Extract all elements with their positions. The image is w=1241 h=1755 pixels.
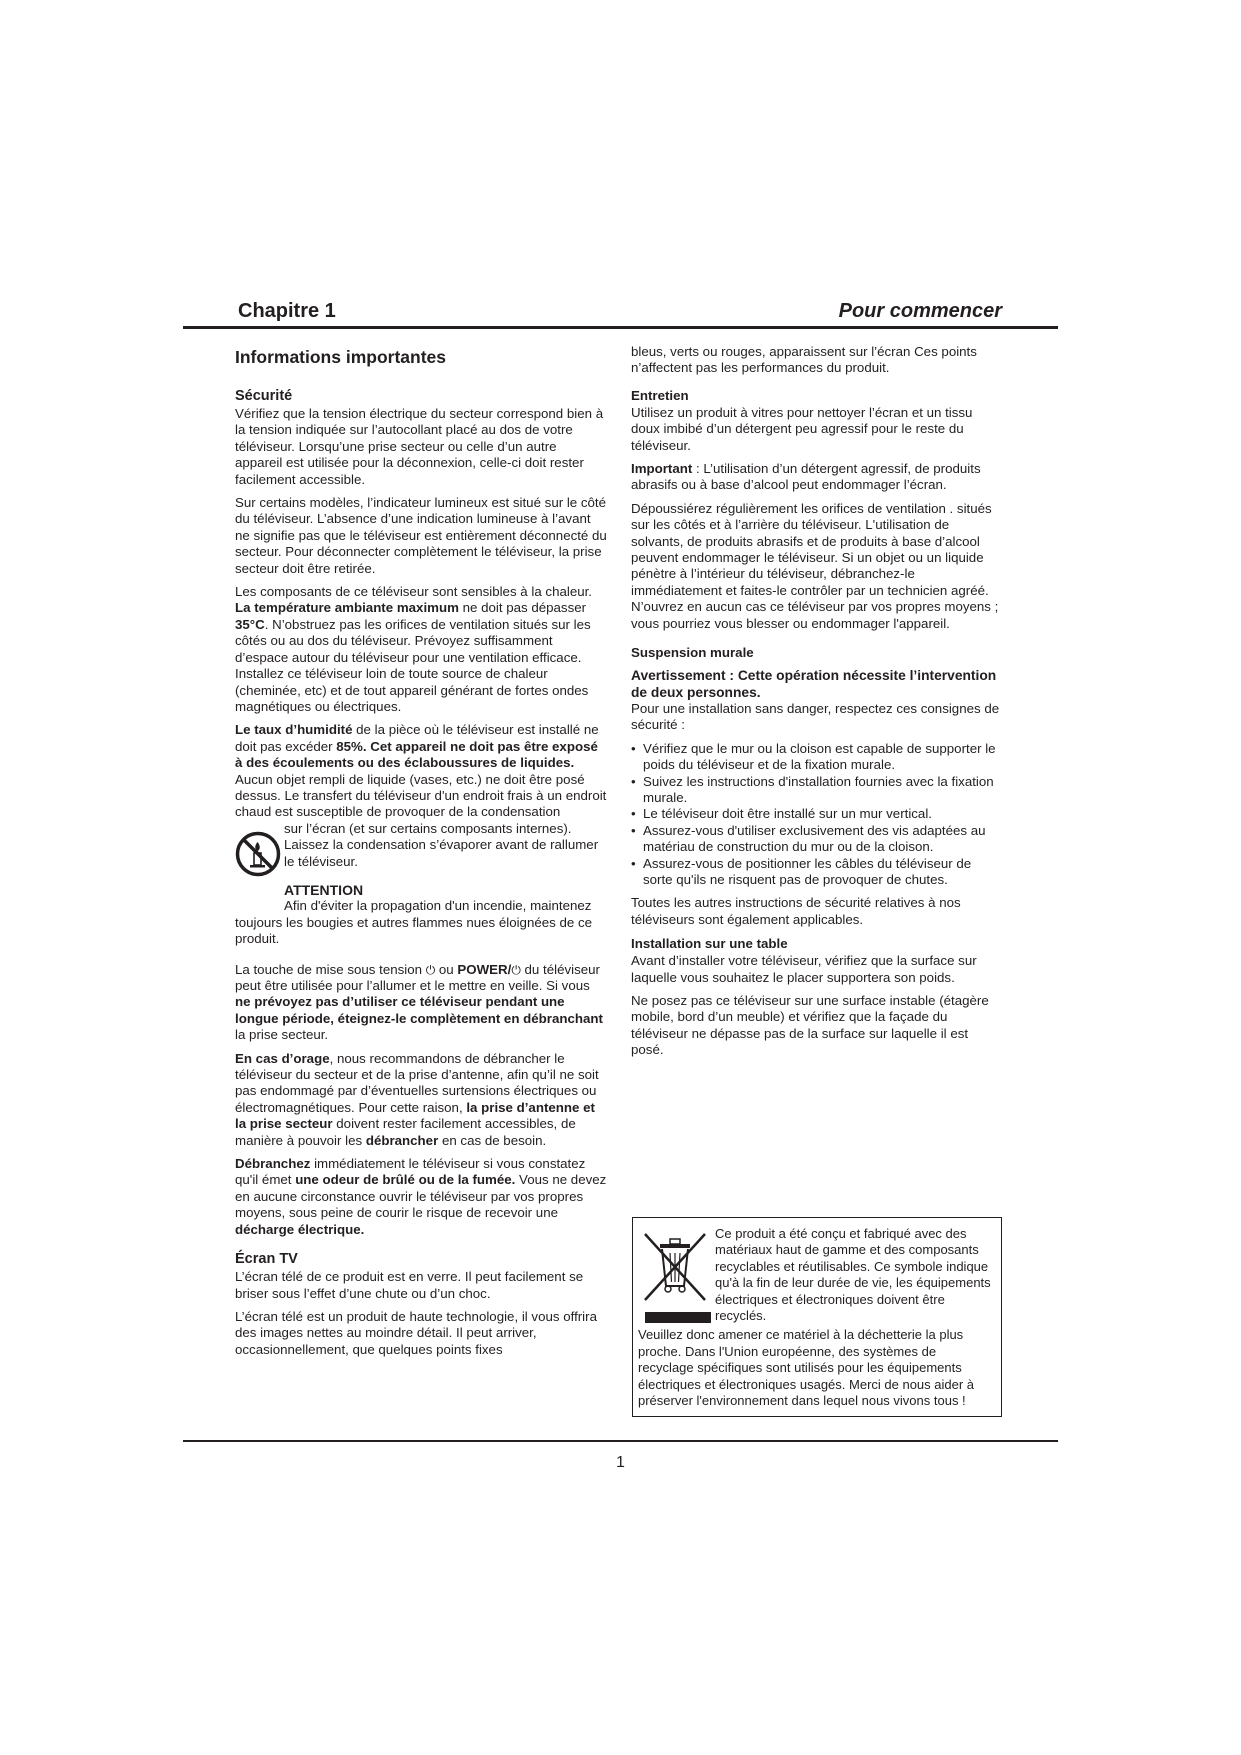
wall-mount-heading: Suspension murale [631,645,754,661]
paragraph: La touche de mise sous tension ⏻ ou POWER/⏻ du téléviseur peut être utilisée pour l’allumer et le mettre en veille. Si vous ne prévoyez pas d’utiliser ce téléviseur pendant une longue période, éteignez-le complètement en débranchant la prise secteur. [235,961,603,1043]
paragraph: L’écran télé est un produit de haute technologie, il vous offrira des images nettes au moindre détail. Il peut arriver, occasionnellement, que quelques points fixes [235,1308,597,1357]
paragraph: Ne posez pas ce téléviseur sur une surface instable (étagère mobile, bord d’un meuble) et vérifiez que la façade du téléviseur ne dépasse pas de la surface sur laquelle il est posé. [631,993,989,1058]
list-item: • Assurez-vous d'utiliser exclusivement des vis adaptées au matériau de construction du mur ou de la cloison. [631,822,986,855]
paragraph: Avant d’installer votre téléviseur, vérifiez que la surface sur laquelle vous souhaitez le placer supportera son poids. [631,953,977,985]
list-item: • Vérifiez que le mur ou la cloison est capable de supporter le poids du téléviseur et de la fixation murale. [631,740,996,773]
list-item: • Assurez-vous de positionner les câbles du téléviseur de sorte qu'ils ne risquent pas de provoquer de chutes. [631,855,972,887]
list-item: • Suivez les instructions d'installation fournies avec la fixation murale. [631,773,994,805]
paragraph: sur l’écran (et sur certains composants internes). Laissez la condensation s’évaporer avant de rallumer le téléviseur. [284,820,599,869]
attention-text: Afin d'éviter la propagation d'un incendie, maintenez toujours les bougies et autres flammes nues éloignées de ce produit. [235,898,593,947]
paragraph: Utilisez un produit à vitres pour nettoyer l’écran et un tissu doux imbibé d’un détergent peu agressif pour le reste du téléviseur. [631,404,973,453]
footer-rule [183,1440,1058,1442]
safety-heading: Sécurité [235,388,293,404]
power-icon: ⏻ [511,962,521,977]
section-title: Pour commencer [838,300,1002,322]
chapter-title: Chapitre 1 [238,300,336,322]
header-rule [183,326,1058,329]
paragraph: bleus, verts ou rouges, apparaissent sur l’écran Ces points n’affectent pas les performances du produit. [631,344,977,376]
paragraph: Dépoussiérez régulièrement les orifices de ventilation . situés sur les côtés et à l’arrière du téléviseur. L'utilisation de solvants, de produits abrasifs et de produits à base d’alcool peuvent endommager le téléviseur. Si un objet ou un liquide pénètre à l’intérieur du téléviseur, débranchez-le immédiatement et faites-le contrôler par un technicien agréé. N’ouvrez en aucun cas ce téléviseur par vos propres moyens ; vous pourriez vous blesser ou endommager l'appareil. [631,500,999,631]
wall-mount-warning: Avertissement : Cette opération nécessite l’intervention de deux personnes. [631,668,997,700]
recycling-text: Veuillez donc amener ce matériel à la déchetterie la plus proche. Dans l'Union européenne, des systèmes de recyclage spécifiques sont utilisés pour les équipements électriques et électroniques usagés. Merci de nous aider à préserver l'environnement dans lequel nous vivons tous ! [638,1327,975,1409]
paragraph: L’écran télé de ce produit est en verre. Il peut facilement se briser sous l’effet d’une chute ou d’un choc. [235,1269,584,1301]
wall-mount-list [631,741,1003,889]
page-number: 1 [616,1454,625,1471]
paragraph: Vérifiez que la tension électrique du secteur correspond bien à la tension indiquée sur l’autocollant placé au dos de votre téléviseur. Lorsqu’une prise secteur ou celle d’un autre appareil est utilisée pour la déconnexion, celle-ci doit rester facilement accessible. [235,406,604,487]
paragraph: Sur certains modèles, l’indicateur lumineux est situé sur le côté du téléviseur. L’absence d’une indication lumineuse à l’avant ne signifie pas que le téléviseur est entièrement déconnecté du secteur. Pour déconnecter complètement le téléviseur, la prise secteur doit être retirée. [235,495,607,576]
paragraph: Débranchez immédiatement le téléviseur si vous constatez qu'il émet une odeur de brûlé ou de la fumée. Vous ne devez en aucune circonstance ouvrir le téléviseur par vos propres moyens, sous peine de courir le risque de recevoir une décharge électrique. [235,1156,607,1237]
list-item: • Le téléviseur doit être installé sur un mur vertical. [631,806,932,822]
power-icon: ⏻ [425,962,436,977]
no-open-flame-icon [235,831,281,877]
recycling-notice [632,1217,1002,1417]
no-candle-warning [235,821,607,899]
recycling-text: Ce produit a été conçu et fabriqué avec des matériaux haut de gamme et des composants recyclables et réutilisables. Ce symbole indique qu'à la fin de leur durée de vie, les équipements électriques et électroniques doivent être recyclés. [715,1226,991,1324]
paragraph: Toutes les autres instructions de sécurité relatives à nos téléviseurs sont également applicables. [631,895,961,927]
left-column [235,344,607,1365]
right-column [631,344,1003,1066]
paragraph: Le taux d’humidité de la pièce où le téléviseur est installé ne doit pas excéder 85%. Cet appareil ne doit pas être exposé à des écoulements ou des éclaboussures de liquides. Aucun objet rempli de liquide (vases, etc.) ne doit être posé dessus. Le transfert du téléviseur d'un endroit frais à un endroit chaud est susceptible de provoquer de la condensation [235,722,607,820]
paragraph: Les composants de ce téléviseur sont sensibles à la chaleur. La température ambiante maximum ne doit pas dépasser 35°C. N’obstruez pas les orifices de ventilation situés sur les côtés ou au dos du téléviseur. Prévoyez suffisamment d’espace autour du téléviseur pour une ventilation efficace. Installez ce téléviseur loin de toute source de chaleur (cheminée, etc) et de tout appareil générant de fortes ondes magnétiques ou électriques. [235,584,593,714]
maintenance-heading: Entretien [631,387,689,403]
crossed-out-bin-icon [641,1228,711,1323]
paragraph: Important : L’utilisation d’un détergent agressif, de produits abrasifs ou à base d’alcool peut endommager l’écran. [631,461,981,493]
screen-heading: Écran TV [235,1251,298,1268]
table-install-heading: Installation sur une table [631,936,788,952]
paragraph: En cas d’orage, nous recommandons de débrancher le téléviseur du secteur et de la prise d’antenne, afin qu’il ne soit pas endommagé par d’éventuelles surtensions électriques ou électromagnétiques. Pour cette raison, la prise d’antenne et la prise secteur doivent rester facilement accessibles, de manière à pouvoir les débrancher en cas de besoin. [235,1050,599,1148]
paragraph: Pour une installation sans danger, respectez ces consignes de sécurité : [631,700,1000,733]
attention-title: ATTENTION [284,881,364,898]
page-title: Informations importantes [235,347,446,367]
